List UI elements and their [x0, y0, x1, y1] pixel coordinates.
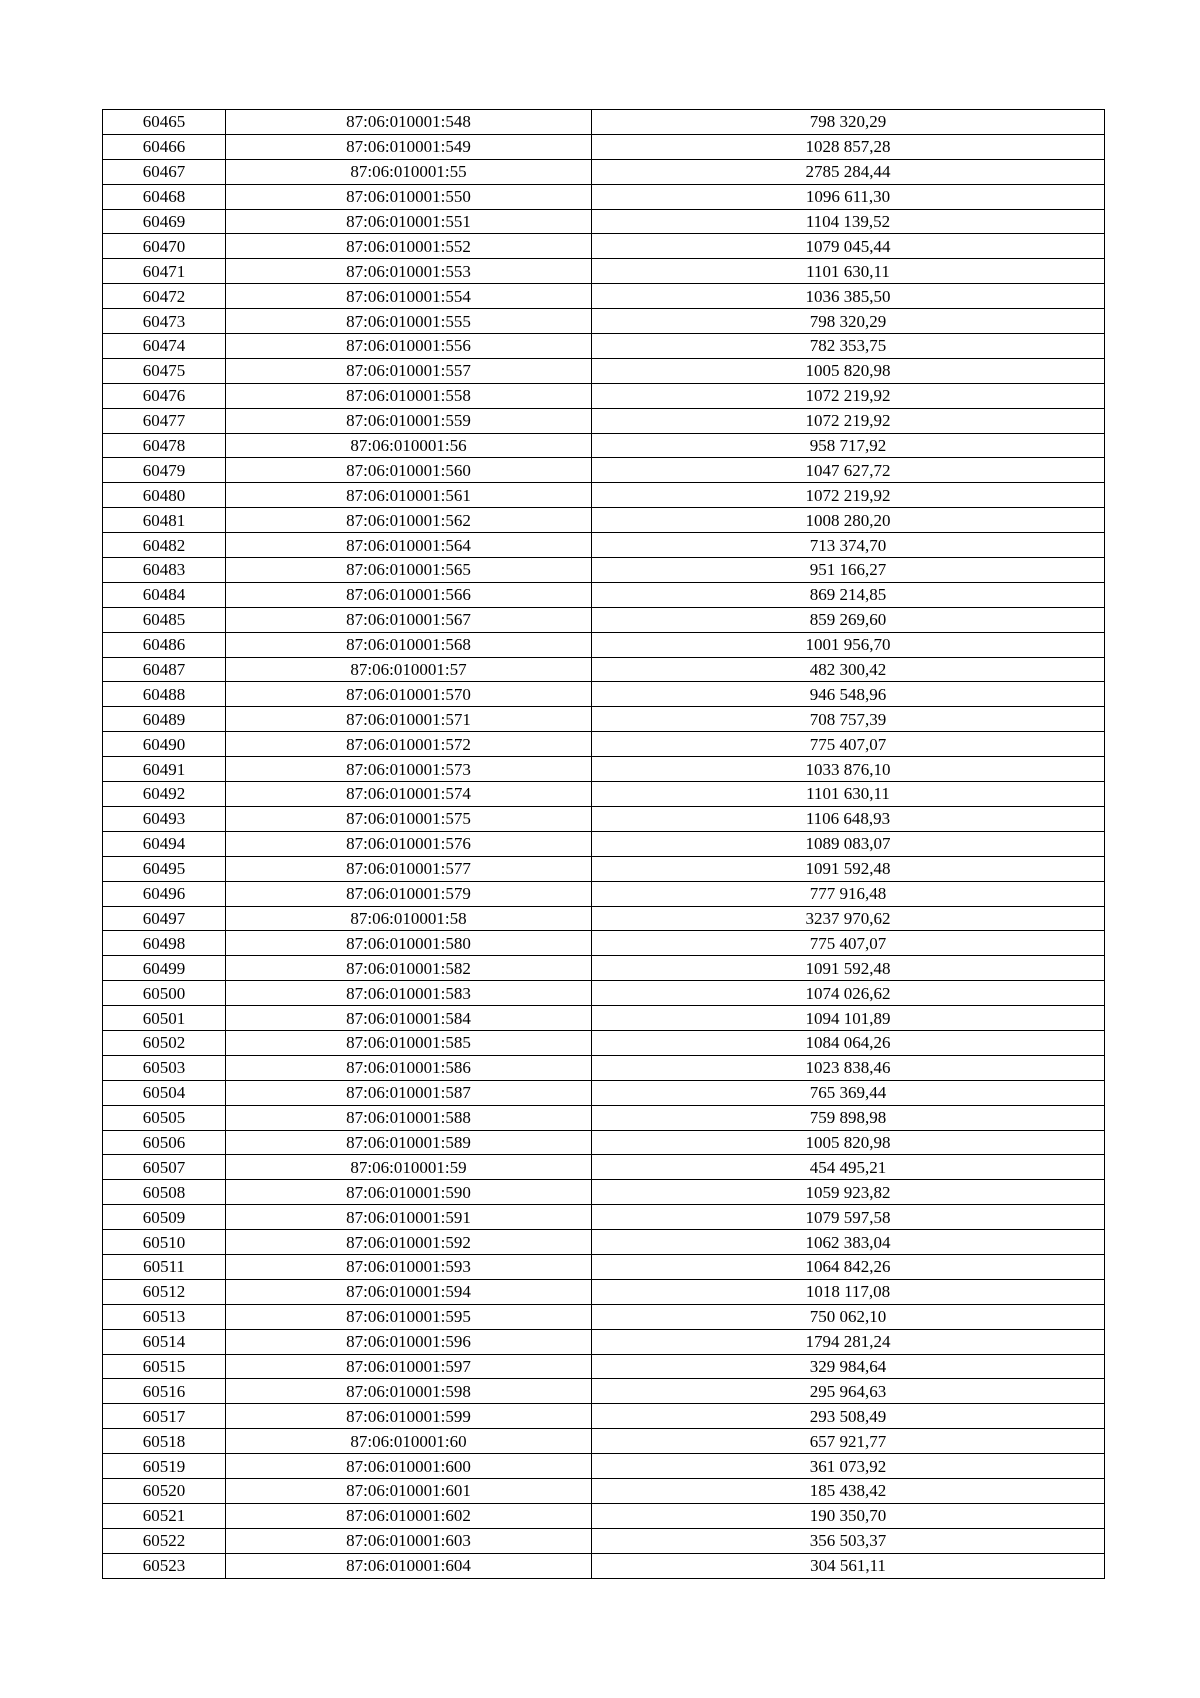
value-cell: 1062 383,04	[592, 1230, 1105, 1255]
cadastral-number-cell: 87:06:010001:602	[226, 1503, 592, 1528]
row-number-cell: 60521	[103, 1503, 226, 1528]
value-cell: 951 166,27	[592, 558, 1105, 583]
row-number-cell: 60502	[103, 1030, 226, 1055]
cadastral-number-cell: 87:06:010001:548	[226, 110, 592, 135]
value-cell: 3237 970,62	[592, 906, 1105, 931]
table-row	[103, 1279, 1105, 1304]
table-row	[103, 309, 1105, 334]
row-number-cell: 60517	[103, 1404, 226, 1429]
cadastral-number-cell: 87:06:010001:556	[226, 334, 592, 359]
row-number-cell: 60508	[103, 1180, 226, 1205]
row-number-cell: 60466	[103, 134, 226, 159]
table-row	[103, 1354, 1105, 1379]
value-cell: 1072 219,92	[592, 408, 1105, 433]
row-number-cell: 60477	[103, 408, 226, 433]
value-cell: 1028 857,28	[592, 134, 1105, 159]
value-cell: 482 300,42	[592, 657, 1105, 682]
row-number-cell: 60484	[103, 582, 226, 607]
table-row	[103, 981, 1105, 1006]
cadastral-number-cell: 87:06:010001:582	[226, 956, 592, 981]
cadastral-number-cell: 87:06:010001:567	[226, 607, 592, 632]
row-number-cell: 60498	[103, 931, 226, 956]
table-row	[103, 159, 1105, 184]
row-number-cell: 60492	[103, 782, 226, 807]
value-cell: 1023 838,46	[592, 1055, 1105, 1080]
value-cell: 454 495,21	[592, 1155, 1105, 1180]
table-row	[103, 632, 1105, 657]
row-number-cell: 60509	[103, 1205, 226, 1230]
row-number-cell: 60471	[103, 259, 226, 284]
table-row	[103, 508, 1105, 533]
value-cell: 775 407,07	[592, 732, 1105, 757]
cadastral-number-cell: 87:06:010001:555	[226, 309, 592, 334]
cadastral-number-cell: 87:06:010001:551	[226, 209, 592, 234]
table-row	[103, 259, 1105, 284]
cadastral-number-cell: 87:06:010001:591	[226, 1205, 592, 1230]
cadastral-number-cell: 87:06:010001:560	[226, 458, 592, 483]
table-row	[103, 1105, 1105, 1130]
table-row	[103, 931, 1105, 956]
row-number-cell: 60491	[103, 757, 226, 782]
cadastral-number-cell: 87:06:010001:59	[226, 1155, 592, 1180]
value-cell: 1033 876,10	[592, 757, 1105, 782]
value-cell: 356 503,37	[592, 1528, 1105, 1553]
value-cell: 1005 820,98	[592, 358, 1105, 383]
value-cell: 798 320,29	[592, 110, 1105, 135]
data-table	[102, 109, 1105, 1579]
row-number-cell: 60476	[103, 383, 226, 408]
value-cell: 1094 101,89	[592, 1006, 1105, 1031]
row-number-cell: 60487	[103, 657, 226, 682]
value-cell: 777 916,48	[592, 881, 1105, 906]
cadastral-number-cell: 87:06:010001:561	[226, 483, 592, 508]
table-row	[103, 1429, 1105, 1454]
table-row	[103, 1080, 1105, 1105]
row-number-cell: 60488	[103, 682, 226, 707]
cadastral-number-cell: 87:06:010001:597	[226, 1354, 592, 1379]
cadastral-number-cell: 87:06:010001:589	[226, 1130, 592, 1155]
cadastral-number-cell: 87:06:010001:592	[226, 1230, 592, 1255]
cadastral-number-cell: 87:06:010001:558	[226, 383, 592, 408]
value-cell: 1018 117,08	[592, 1279, 1105, 1304]
value-cell: 1091 592,48	[592, 956, 1105, 981]
table-row	[103, 1006, 1105, 1031]
table-row	[103, 408, 1105, 433]
value-cell: 859 269,60	[592, 607, 1105, 632]
row-number-cell: 60504	[103, 1080, 226, 1105]
table-row	[103, 1180, 1105, 1205]
row-number-cell: 60500	[103, 981, 226, 1006]
cadastral-number-cell: 87:06:010001:583	[226, 981, 592, 1006]
value-cell: 2785 284,44	[592, 159, 1105, 184]
cadastral-number-cell: 87:06:010001:594	[226, 1279, 592, 1304]
cadastral-number-cell: 87:06:010001:559	[226, 408, 592, 433]
row-number-cell: 60475	[103, 358, 226, 383]
cadastral-number-cell: 87:06:010001:599	[226, 1404, 592, 1429]
value-cell: 775 407,07	[592, 931, 1105, 956]
cadastral-number-cell: 87:06:010001:593	[226, 1254, 592, 1279]
cadastral-number-cell: 87:06:010001:595	[226, 1304, 592, 1329]
row-number-cell: 60481	[103, 508, 226, 533]
cadastral-number-cell: 87:06:010001:576	[226, 831, 592, 856]
table-row	[103, 782, 1105, 807]
table-row	[103, 1528, 1105, 1553]
cadastral-number-cell: 87:06:010001:554	[226, 284, 592, 309]
value-cell: 1089 083,07	[592, 831, 1105, 856]
value-cell: 185 438,42	[592, 1478, 1105, 1503]
table-row	[103, 284, 1105, 309]
row-number-cell: 60520	[103, 1478, 226, 1503]
cadastral-number-cell: 87:06:010001:588	[226, 1105, 592, 1130]
value-cell: 1101 630,11	[592, 782, 1105, 807]
table-row	[103, 483, 1105, 508]
value-cell: 190 350,70	[592, 1503, 1105, 1528]
row-number-cell: 60489	[103, 707, 226, 732]
value-cell: 657 921,77	[592, 1429, 1105, 1454]
value-cell: 958 717,92	[592, 433, 1105, 458]
value-cell: 1036 385,50	[592, 284, 1105, 309]
cadastral-number-cell: 87:06:010001:573	[226, 757, 592, 782]
cadastral-number-cell: 87:06:010001:552	[226, 234, 592, 259]
cadastral-number-cell: 87:06:010001:584	[226, 1006, 592, 1031]
cadastral-number-cell: 87:06:010001:557	[226, 358, 592, 383]
cadastral-number-cell: 87:06:010001:604	[226, 1553, 592, 1578]
cadastral-number-cell: 87:06:010001:60	[226, 1429, 592, 1454]
value-cell: 1079 045,44	[592, 234, 1105, 259]
row-number-cell: 60522	[103, 1528, 226, 1553]
cadastral-number-cell: 87:06:010001:600	[226, 1454, 592, 1479]
row-number-cell: 60490	[103, 732, 226, 757]
table-row	[103, 1503, 1105, 1528]
row-number-cell: 60478	[103, 433, 226, 458]
row-number-cell: 60482	[103, 533, 226, 558]
value-cell: 708 757,39	[592, 707, 1105, 732]
row-number-cell: 60480	[103, 483, 226, 508]
row-number-cell: 60523	[103, 1553, 226, 1578]
cadastral-number-cell: 87:06:010001:549	[226, 134, 592, 159]
cadastral-number-cell: 87:06:010001:565	[226, 558, 592, 583]
value-cell: 1096 611,30	[592, 184, 1105, 209]
cadastral-number-cell: 87:06:010001:580	[226, 931, 592, 956]
row-number-cell: 60510	[103, 1230, 226, 1255]
table-row	[103, 657, 1105, 682]
value-cell: 1074 026,62	[592, 981, 1105, 1006]
cadastral-number-cell: 87:06:010001:590	[226, 1180, 592, 1205]
cadastral-number-cell: 87:06:010001:585	[226, 1030, 592, 1055]
cadastral-number-cell: 87:06:010001:575	[226, 806, 592, 831]
table-row	[103, 184, 1105, 209]
cadastral-number-cell: 87:06:010001:553	[226, 259, 592, 284]
row-number-cell: 60512	[103, 1279, 226, 1304]
row-number-cell: 60518	[103, 1429, 226, 1454]
row-number-cell: 60496	[103, 881, 226, 906]
cadastral-number-cell: 87:06:010001:579	[226, 881, 592, 906]
table-row	[103, 831, 1105, 856]
row-number-cell: 60486	[103, 632, 226, 657]
row-number-cell: 60511	[103, 1254, 226, 1279]
row-number-cell: 60467	[103, 159, 226, 184]
cadastral-number-cell: 87:06:010001:577	[226, 856, 592, 881]
table-row	[103, 1230, 1105, 1255]
value-cell: 1008 280,20	[592, 508, 1105, 533]
cadastral-number-cell: 87:06:010001:587	[226, 1080, 592, 1105]
value-cell: 361 073,92	[592, 1454, 1105, 1479]
value-cell: 1794 281,24	[592, 1329, 1105, 1354]
table-row	[103, 1329, 1105, 1354]
table-row	[103, 334, 1105, 359]
cadastral-number-cell: 87:06:010001:586	[226, 1055, 592, 1080]
cadastral-number-cell: 87:06:010001:562	[226, 508, 592, 533]
cadastral-number-cell: 87:06:010001:598	[226, 1379, 592, 1404]
row-number-cell: 60465	[103, 110, 226, 135]
table-row	[103, 1304, 1105, 1329]
table-row	[103, 358, 1105, 383]
row-number-cell: 60473	[103, 309, 226, 334]
row-number-cell: 60499	[103, 956, 226, 981]
table-row	[103, 1055, 1105, 1080]
cadastral-number-cell: 87:06:010001:571	[226, 707, 592, 732]
table-row	[103, 110, 1105, 135]
value-cell: 1072 219,92	[592, 483, 1105, 508]
cadastral-number-cell: 87:06:010001:566	[226, 582, 592, 607]
table-row	[103, 1553, 1105, 1578]
row-number-cell: 60503	[103, 1055, 226, 1080]
table-row	[103, 582, 1105, 607]
row-number-cell: 60479	[103, 458, 226, 483]
row-number-cell: 60470	[103, 234, 226, 259]
row-number-cell: 60474	[103, 334, 226, 359]
row-number-cell: 60468	[103, 184, 226, 209]
cadastral-number-cell: 87:06:010001:572	[226, 732, 592, 757]
row-number-cell: 60469	[103, 209, 226, 234]
table-row	[103, 1130, 1105, 1155]
table-row	[103, 881, 1105, 906]
value-cell: 750 062,10	[592, 1304, 1105, 1329]
row-number-cell: 60507	[103, 1155, 226, 1180]
value-cell: 295 964,63	[592, 1379, 1105, 1404]
value-cell: 1106 648,93	[592, 806, 1105, 831]
row-number-cell: 60497	[103, 906, 226, 931]
table-row	[103, 209, 1105, 234]
value-cell: 1101 630,11	[592, 259, 1105, 284]
value-cell: 1064 842,26	[592, 1254, 1105, 1279]
row-number-cell: 60514	[103, 1329, 226, 1354]
table-row	[103, 806, 1105, 831]
cadastral-number-cell: 87:06:010001:596	[226, 1329, 592, 1354]
value-cell: 1047 627,72	[592, 458, 1105, 483]
table-row	[103, 533, 1105, 558]
row-number-cell: 60501	[103, 1006, 226, 1031]
table-row	[103, 134, 1105, 159]
table-row	[103, 1478, 1105, 1503]
row-number-cell: 60495	[103, 856, 226, 881]
table-row	[103, 1454, 1105, 1479]
table-row	[103, 682, 1105, 707]
row-number-cell: 60505	[103, 1105, 226, 1130]
cadastral-number-cell: 87:06:010001:570	[226, 682, 592, 707]
table-row	[103, 707, 1105, 732]
table-row	[103, 906, 1105, 931]
row-number-cell: 60513	[103, 1304, 226, 1329]
value-cell: 759 898,98	[592, 1105, 1105, 1130]
table-row	[103, 956, 1105, 981]
table-row	[103, 1155, 1105, 1180]
value-cell: 1084 064,26	[592, 1030, 1105, 1055]
table-body	[103, 110, 1105, 1579]
cadastral-number-cell: 87:06:010001:58	[226, 906, 592, 931]
cadastral-number-cell: 87:06:010001:57	[226, 657, 592, 682]
table-row	[103, 1030, 1105, 1055]
table-row	[103, 757, 1105, 782]
row-number-cell: 60515	[103, 1354, 226, 1379]
cadastral-number-cell: 87:06:010001:603	[226, 1528, 592, 1553]
table-row	[103, 856, 1105, 881]
value-cell: 946 548,96	[592, 682, 1105, 707]
row-number-cell: 60494	[103, 831, 226, 856]
table-row	[103, 433, 1105, 458]
cadastral-number-cell: 87:06:010001:601	[226, 1478, 592, 1503]
value-cell: 1001 956,70	[592, 632, 1105, 657]
row-number-cell: 60519	[103, 1454, 226, 1479]
table-row	[103, 458, 1105, 483]
value-cell: 1104 139,52	[592, 209, 1105, 234]
value-cell: 798 320,29	[592, 309, 1105, 334]
value-cell: 1079 597,58	[592, 1205, 1105, 1230]
value-cell: 782 353,75	[592, 334, 1105, 359]
row-number-cell: 60506	[103, 1130, 226, 1155]
table-row	[103, 558, 1105, 583]
table-row	[103, 732, 1105, 757]
value-cell: 293 508,49	[592, 1404, 1105, 1429]
value-cell: 329 984,64	[592, 1354, 1105, 1379]
row-number-cell: 60483	[103, 558, 226, 583]
cadastral-number-cell: 87:06:010001:56	[226, 433, 592, 458]
cadastral-number-cell: 87:06:010001:564	[226, 533, 592, 558]
row-number-cell: 60485	[103, 607, 226, 632]
value-cell: 765 369,44	[592, 1080, 1105, 1105]
value-cell: 869 214,85	[592, 582, 1105, 607]
table-row	[103, 1404, 1105, 1429]
value-cell: 1005 820,98	[592, 1130, 1105, 1155]
table-row	[103, 234, 1105, 259]
value-cell: 304 561,11	[592, 1553, 1105, 1578]
table-row	[103, 383, 1105, 408]
table-row	[103, 1205, 1105, 1230]
value-cell: 1091 592,48	[592, 856, 1105, 881]
table-row	[103, 1379, 1105, 1404]
table-row	[103, 607, 1105, 632]
value-cell: 713 374,70	[592, 533, 1105, 558]
row-number-cell: 60472	[103, 284, 226, 309]
table-row	[103, 1254, 1105, 1279]
cadastral-number-cell: 87:06:010001:574	[226, 782, 592, 807]
value-cell: 1072 219,92	[592, 383, 1105, 408]
row-number-cell: 60516	[103, 1379, 226, 1404]
value-cell: 1059 923,82	[592, 1180, 1105, 1205]
cadastral-number-cell: 87:06:010001:55	[226, 159, 592, 184]
cadastral-number-cell: 87:06:010001:550	[226, 184, 592, 209]
cadastral-number-cell: 87:06:010001:568	[226, 632, 592, 657]
row-number-cell: 60493	[103, 806, 226, 831]
